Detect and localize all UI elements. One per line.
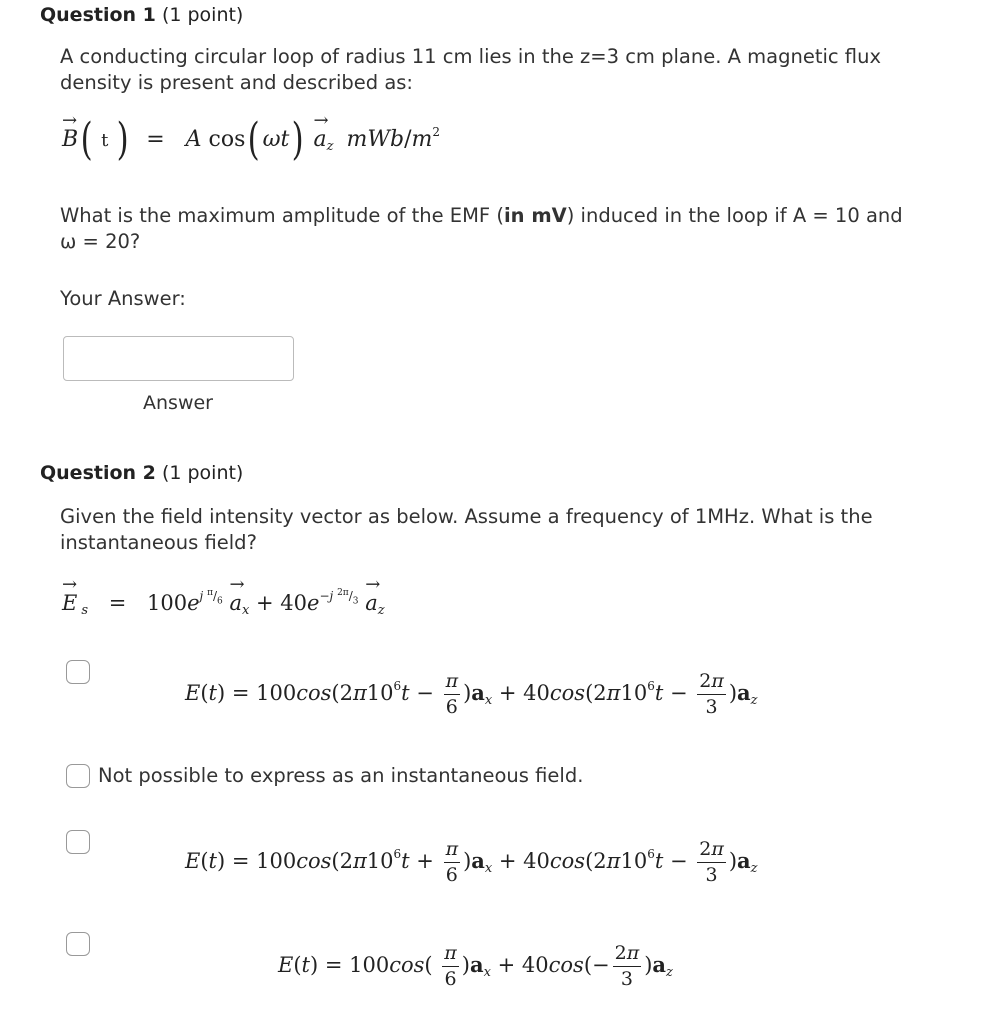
question-2-points: (1 point) [161,462,244,484]
option-2-label[interactable]: Not possible to express as an instantaneous field. [98,764,584,787]
question-1-points: (1 point) [161,4,244,26]
question-2-number: Question 2 [40,462,156,484]
option-2-checkbox[interactable] [66,764,90,788]
question-1-prompt: What is the maximum amplitude of the EMF (in mV) induced in the loop if A = 10 and ω = 20? [60,204,903,253]
option-3-checkbox[interactable] [66,830,90,854]
option-4-checkbox[interactable] [66,932,90,956]
question-1-title [40,4,243,26]
option-3-formula: $E(t) = 100\cos(2\pi 10^6t$ + $\frac{\pi}{6}$ )$a_x + 40\cos(2\pi 10^6t$ − $\frac{2\pi}{3}$ )$a_z$ [185,838,758,886]
question-1-text: A conducting circular loop of radius 11 cm lies in the z=3 cm plane. A magnetic flux density is present and described as: [60,45,881,94]
answer-caption: Answer [143,392,213,414]
answer-input[interactable] [63,336,294,381]
question-1-number: Question 1 [40,4,156,26]
option-1-checkbox[interactable] [66,660,90,684]
question-2-title [40,462,243,484]
option-4-formula: E(t) = 100cos( $\frac{\pi}{6}$ )$a_x + 40\cos(-$ $\frac{2\pi}{3}$ )$a_z$ [278,942,673,990]
question-1-formula: → B( t ) = A cos( $\omega t) \to a_z$ mWb/$m^2$ [62,118,440,162]
question-2-formula: → E $_s = 100e^{j ^\pi/_6} \to a_x + 40e^{-j ^{2\pi}/_3} \to a_z$ [62,588,385,618]
your-answer-label: Your Answer: [60,287,186,310]
option-1-formula: $E(t) = 100\cos(2\pi 10^6t$ − $\frac{\pi}{6}$ )$a_x + 40\cos(2\pi 10^6t$ − $\frac{2\pi}{3}$ )$a_z$ [185,670,758,718]
question-2-text: Given the field intensity vector as below. Assume a frequency of 1MHz. What is the instantaneous field? [60,505,873,554]
